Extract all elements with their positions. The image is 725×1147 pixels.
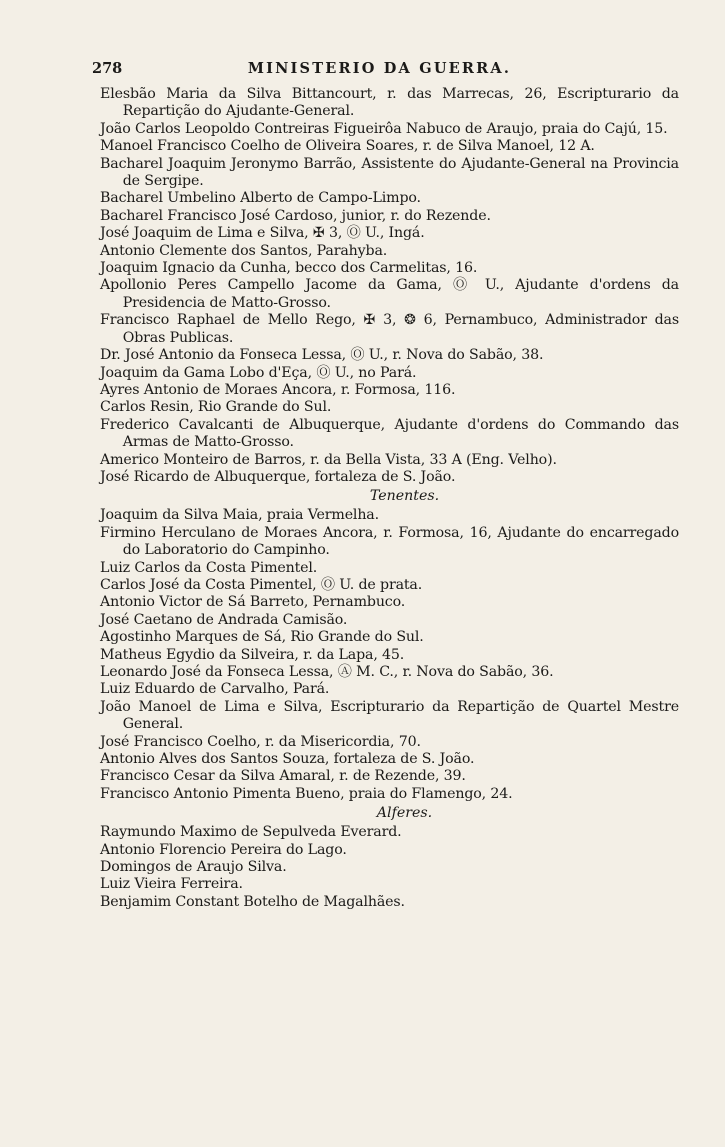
roster-entry: Matheus Egydio da Silveira, r. da Lapa, 45. (100, 646, 405, 663)
page-number: 278 (92, 60, 123, 77)
roster-entry: Antonio Florencio Pereira do Lago. (100, 841, 347, 858)
roster-entry: José Caetano de Andrada Camisão. (100, 611, 348, 628)
roster-entry: Leonardo José da Fonseca Lessa, Ⓐ M. C., r. Nova do Sabão, 36. (100, 664, 554, 680)
roster-entry: José Francisco Coelho, r. da Misericordia, 70. (100, 733, 421, 750)
roster-entry: Joaquim Ignacio da Cunha, becco dos Carmelitas, 16. (100, 260, 478, 277)
roster-entry: Joaquim da Silva Maia, praia Vermelha. (100, 507, 379, 524)
roster-entry: João Carlos Leopoldo Contreiras Figueirôa Nabuco de Araujo, praia do Cajú, 15. (100, 120, 668, 137)
roster-entry: Apollonio Peres Campello Jacome da Gama, Ⓞ U., Ajudante d'ordens da Presidencia de Matto-Grosso. (100, 277, 679, 311)
roster-entry: Bacharel Umbelino Alberto de Campo-Limpo. (100, 190, 421, 207)
roster-entry: Dr. José Antonio da Fonseca Lessa, Ⓞ U., r. Nova do Sabão, 38. (100, 347, 544, 364)
roster-entry: Luiz Eduardo de Carvalho, Pará. (100, 681, 330, 698)
roster-entry: Luiz Carlos da Costa Pimentel. (100, 559, 318, 576)
roster-entry: Carlos José da Costa Pimentel, Ⓞ U. de prata. (100, 576, 423, 593)
roster-entry: Domingos de Araujo Silva. (100, 859, 287, 876)
roster-list (100, 86, 679, 911)
running-title: MINISTERIO DA GUERRA. (247, 60, 512, 77)
roster-entry: Bacharel Joaquim Jeronymo Barrão, Assistente do Ajudante-General na Provincia de Sergipe. (100, 155, 679, 190)
roster-entry: Firmino Herculano de Moraes Ancora, r. Formosa, 16, Ajudante do encarregado do Laboratorio do Campinho. (100, 524, 679, 559)
roster-entry: José Joaquim de Lima e Silva, ✠ 3, Ⓞ U., Ingá. (100, 225, 425, 242)
roster-entry: José Ricardo de Albuquerque, fortaleza de S. João. (100, 468, 456, 485)
roster-entry: Francisco Antonio Pimenta Bueno, praia do Flamengo, 24. (100, 785, 513, 802)
section-heading: Tenentes. (369, 488, 440, 505)
roster-entry: Bacharel Francisco José Cardoso, junior, r. do Rezende. (100, 207, 491, 224)
roster-entry: Carlos Resin, Rio Grande do Sul. (100, 399, 332, 416)
roster-entry: Agostinho Marques de Sá, Rio Grande do Sul. (100, 629, 424, 646)
roster-entry: Antonio Clemente dos Santos, Parahyba. (100, 242, 388, 259)
roster-entry: Francisco Cesar da Silva Amaral, r. de Rezende, 39. (100, 768, 466, 785)
roster-entry: Francisco Raphael de Mello Rego, ✠ 3, ❂ 6, Pernambuco, Administrador das Obras Publicas. (100, 312, 679, 346)
roster-entry: Antonio Alves dos Santos Souza, fortaleza de S. João. (100, 751, 475, 768)
roster-entry: Americo Monteiro de Barros, r. da Bella Vista, 33 A (Eng. Velho). (100, 451, 557, 468)
roster-entry: Joaquim da Gama Lobo d'Eça, Ⓞ U., no Pará. (100, 364, 417, 381)
page-header (92, 60, 679, 86)
roster-entry: Raymundo Maximo de Sepulveda Everard. (100, 824, 402, 841)
roster-entry: Benjamim Constant Botelho de Magalhães. (100, 893, 405, 910)
section-heading: Alferes. (376, 805, 433, 822)
roster-entry: João Manoel de Lima e Silva, Escripturario da Repartição de Quartel Mestre General. (100, 698, 679, 733)
roster-entry: Antonio Victor de Sá Barreto, Pernambuco. (100, 594, 406, 611)
roster-entry: Elesbão Maria da Silva Bittancourt, r. das Marrecas, 26, Escripturario da Repartição do Ajudante-General. (100, 86, 679, 120)
roster-entry: Frederico Cavalcanti de Albuquerque, Ajudante d'ordens do Commando das Armas de Matto-Grosso. (100, 416, 679, 451)
roster-entry: Ayres Antonio de Moraes Ancora, r. Formosa, 116. (100, 381, 456, 398)
roster-entry: Luiz Vieira Ferreira. (100, 876, 243, 893)
roster-entry: Manoel Francisco Coelho de Oliveira Soares, r. de Silva Manoel, 12 A. (100, 138, 595, 155)
